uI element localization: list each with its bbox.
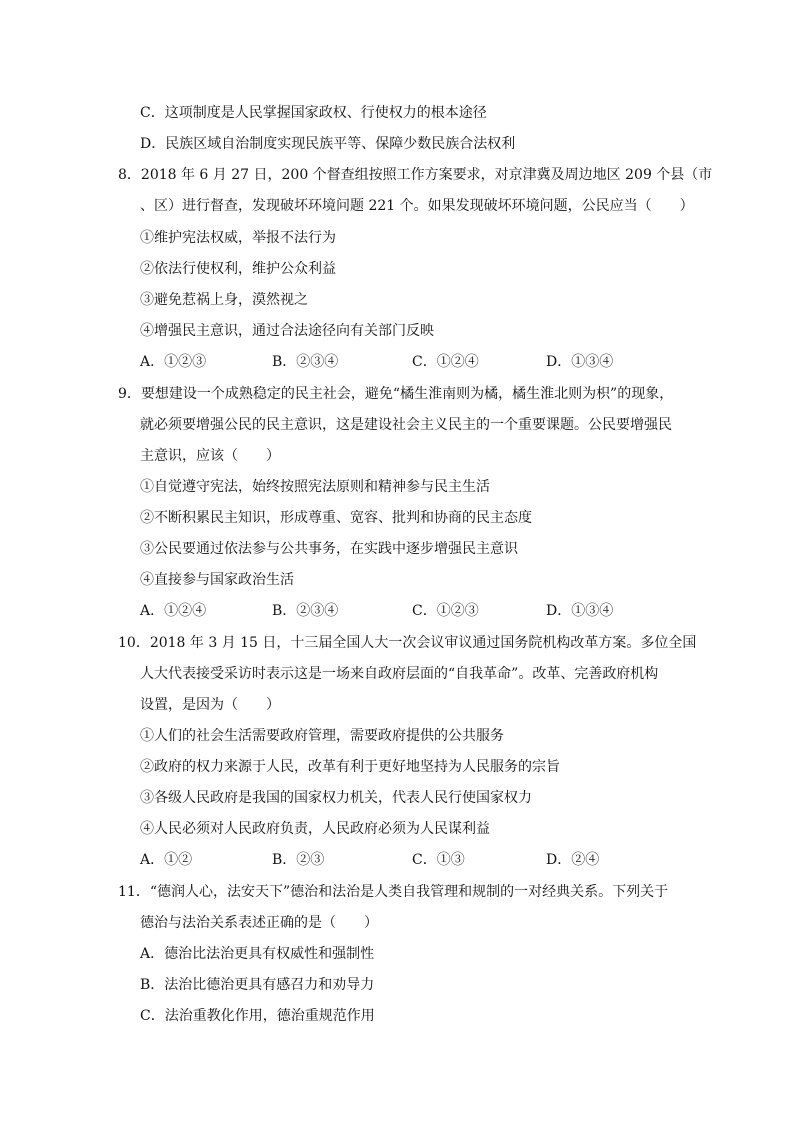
- q8-option-a: A．①②③: [140, 354, 207, 370]
- q10-option-b: B．②③: [272, 852, 325, 868]
- q10-option-a: A．①②: [140, 852, 193, 868]
- q9-stem-line-2: 就必须要增强公民的民主意识，这是建设社会主义民主的一个重要课题。公民要增强民: [140, 417, 672, 433]
- q8-option-c: C．①②④: [412, 354, 479, 370]
- q11-option-a: A．德治比法治更具有权威性和强制性: [140, 946, 375, 962]
- q10-item-2: ②政府的权力来源于人民，改革有利于更好地坚持为人民服务的宗旨: [140, 759, 560, 775]
- q10-item-4: ④人民必须对人民政府负责，人民政府必须为人民谋利益: [140, 821, 490, 837]
- q7-option-c: C．这项制度是人民掌握国家政权、行使权力的根本途径: [140, 105, 487, 121]
- q11-option-b: B．法治比德治更具有感召力和劝导力: [140, 977, 375, 993]
- q9-stem-line-1: 9．要想建设一个成熟稳定的民主社会，避免“橘生淮南则为橘，橘生淮北则为枳”的现象，: [118, 386, 674, 402]
- q8-item-4: ④增强民主意识，通过合法途径向有关部门反映: [140, 323, 434, 339]
- q8-item-2: ②依法行使权利，维护公众利益: [140, 261, 336, 277]
- q10-item-3: ③各级人民政府是我国的国家权力机关，代表人民行使国家权力: [140, 790, 532, 806]
- q9-item-1: ①自觉遵守宪法，始终按照宪法原则和精神参与民主生活: [140, 479, 490, 495]
- q10-option-c: C．①③: [412, 852, 465, 868]
- q9-option-b: B．②③④: [272, 603, 339, 619]
- q10-item-1: ①人们的社会生活需要政府管理，需要政府提供的公共服务: [140, 728, 504, 744]
- q9-option-c: C．①②③: [412, 603, 479, 619]
- q11-option-c: C．法治重教化作用，德治重规范作用: [140, 1008, 375, 1024]
- q9-options: [140, 601, 700, 621]
- q8-item-1: ①维护宪法权威，举报不法行为: [140, 230, 336, 246]
- q9-item-2: ②不断积累民主知识，形成尊重、宽容、批判和协商的民主态度: [140, 510, 532, 526]
- q8-options: [140, 352, 700, 372]
- q8-option-b: B．②③④: [272, 354, 339, 370]
- q11-stem-line-1: 11．“德润人心，法安天下”德治和法治是人类自我管理和规制的一对经典关系。下列关于: [118, 884, 669, 900]
- q9-option-a: A．①②④: [140, 603, 207, 619]
- q10-options: [140, 850, 700, 870]
- q9-option-d: D．①③④: [546, 603, 614, 619]
- q8-option-d: D．①③④: [546, 354, 614, 370]
- q11-stem-line-2: 德治与法治关系表述正确的是（ ）: [140, 915, 378, 931]
- q10-stem-line-2: 人大代表接受采访时表示这是一场来自政府层面的“自我革命”。改革、完善政府机构: [140, 666, 659, 682]
- q7-option-d: D．民族区域自治制度实现民族平等、保障少数民族合法权利: [140, 136, 516, 152]
- q8-stem-line-1: 8．2018 年 6 月 27 日，200 个督查组按照工作方案要求，对京津冀及周边地区 209 个县（市: [118, 167, 713, 183]
- q9-stem-line-3: 主意识，应该（ ）: [140, 448, 280, 464]
- q8-stem-line-2: 、区）进行督查，发现破坏环境问题 221 个。如果发现破坏环境问题，公民应当（ ）: [140, 198, 694, 214]
- q10-stem-line-3: 设置，是因为（ ）: [140, 697, 280, 713]
- q10-stem-line-1: 10．2018 年 3 月 15 日，十三届全国人大一次会议审议通过国务院机构改革方案。多位全国: [118, 635, 697, 651]
- q9-item-3: ③公民要通过依法参与公共事务，在实践中逐步增强民主意识: [140, 541, 518, 557]
- q8-item-3: ③避免惹祸上身，漠然视之: [140, 292, 308, 308]
- q10-option-d: D．②④: [546, 852, 600, 868]
- q9-item-4: ④直接参与国家政治生活: [140, 572, 294, 588]
